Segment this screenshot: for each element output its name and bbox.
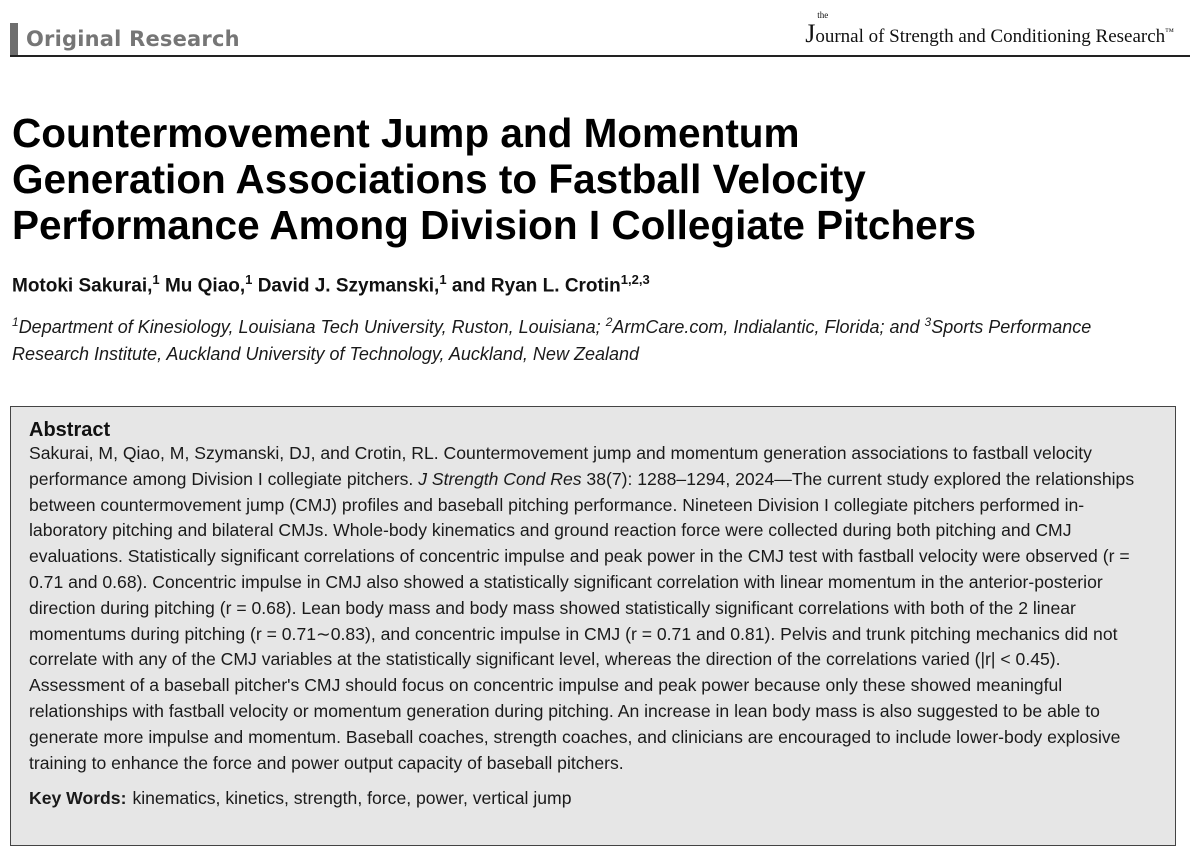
affiliations xyxy=(12,309,1172,368)
title-line: Performance Among Division I Collegiate Pitchers xyxy=(12,202,976,248)
author-name: David J. Szymanski, xyxy=(257,275,440,297)
affiliation-text: ArmCare.com, Indialantic, Florida; and xyxy=(612,317,925,337)
author-list xyxy=(12,272,650,297)
affiliation-ref: 1 xyxy=(12,315,19,329)
abstract-box xyxy=(10,406,1176,846)
author-affil-ref: 1 xyxy=(152,272,160,287)
affiliation-ref: 3 xyxy=(924,315,932,329)
journal-logo-the: the xyxy=(817,10,829,20)
header-rule xyxy=(10,55,1190,57)
author-affil-ref: 1,2,3 xyxy=(620,272,650,287)
article-title xyxy=(12,110,1192,248)
author-name: Motoki Sakurai, xyxy=(12,275,153,297)
section-label: Original Research xyxy=(26,27,240,51)
abstract-citation-details: 38(7): 1288–1294, 2024— xyxy=(581,468,792,489)
author-affil-ref: 1 xyxy=(245,272,253,287)
affiliation-ref: 2 xyxy=(605,315,613,329)
abstract-body: The current study explored the relationships between countermovement jump (CMJ) profiles and baseball pitching performance. Nineteen Division I collegiate pitchers performed in-laboratory pitching and bilateral CMJs. Whole-body kinematics and ground reaction force were collected during both pitching and CMJ evaluations. Statistically significant correlations of concentric impulse and peak power in the CMJ test with fastball velocity were observed (r = 0.71 and 0.68). Concentric impulse in CMJ also showed a statistically significant correlation with linear momentum in the anterior-posterior direction during pitching (r = 0.68). Lean body mass and body mass showed statistically significant correlations with both of the 2 linear momentums during pitching (r = 0.71∼0.83), and concentric impulse in CMJ (r = 0.71 and 0.81). Pelvis and trunk pitching mechanics did not correlate with any of the CMJ variables at the statistically significant level, whereas the direction of the correlations varied (|r| < 0.45). Assessment of a baseball pitcher's CMJ should focus on concentric impulse and peak power because only these showed meaningful relationships with fastball velocity or momentum generation during pitching. An increase in lean body mass is also suggested to be able to generate more impulse and momentum. Baseball coaches, strength coaches, and clinicians are encouraged to include lower-body explosive training to enhance the force and power output capacity of baseball pitchers. xyxy=(29,468,1135,773)
title-line: Generation Associations to Fastball Velocity xyxy=(12,156,866,202)
journal-logo xyxy=(805,8,1174,49)
journal-abbreviation: J Strength Cond Res xyxy=(418,468,582,489)
keywords-label: Key Words: xyxy=(29,788,127,809)
title-line: Countermovement Jump and Momentum xyxy=(12,110,800,156)
affiliation-text: Department of Kinesiology, Louisiana Tech University, Ruston, Louisiana; xyxy=(18,317,606,337)
author-name: Mu Qiao, xyxy=(164,275,246,297)
keywords xyxy=(29,786,1159,810)
author-name: and Ryan L. Crotin xyxy=(451,275,621,297)
author-affil-ref: 1 xyxy=(439,272,447,287)
abstract-text xyxy=(29,441,1159,776)
abstract-heading: Abstract xyxy=(29,419,111,441)
section-marker-bar xyxy=(10,23,18,55)
keywords-list: kinematics, kinetics, strength, force, power, vertical jump xyxy=(132,788,572,809)
section-tag xyxy=(10,22,310,56)
abstract-citation: Sakurai, M, Qiao, M, Szymanski, DJ, and Crotin, RL. Countermovement jump and momentum generation associations to fastball velocity performance among Division I collegiate pitchers. xyxy=(29,443,1092,489)
journal-logo-name: Journal of Strength and Conditioning Research™ xyxy=(805,19,1174,48)
affiliation-text: Sports Performance Research Institute, Auckland University of Technology, Auckland, New Zealand xyxy=(12,317,1092,364)
